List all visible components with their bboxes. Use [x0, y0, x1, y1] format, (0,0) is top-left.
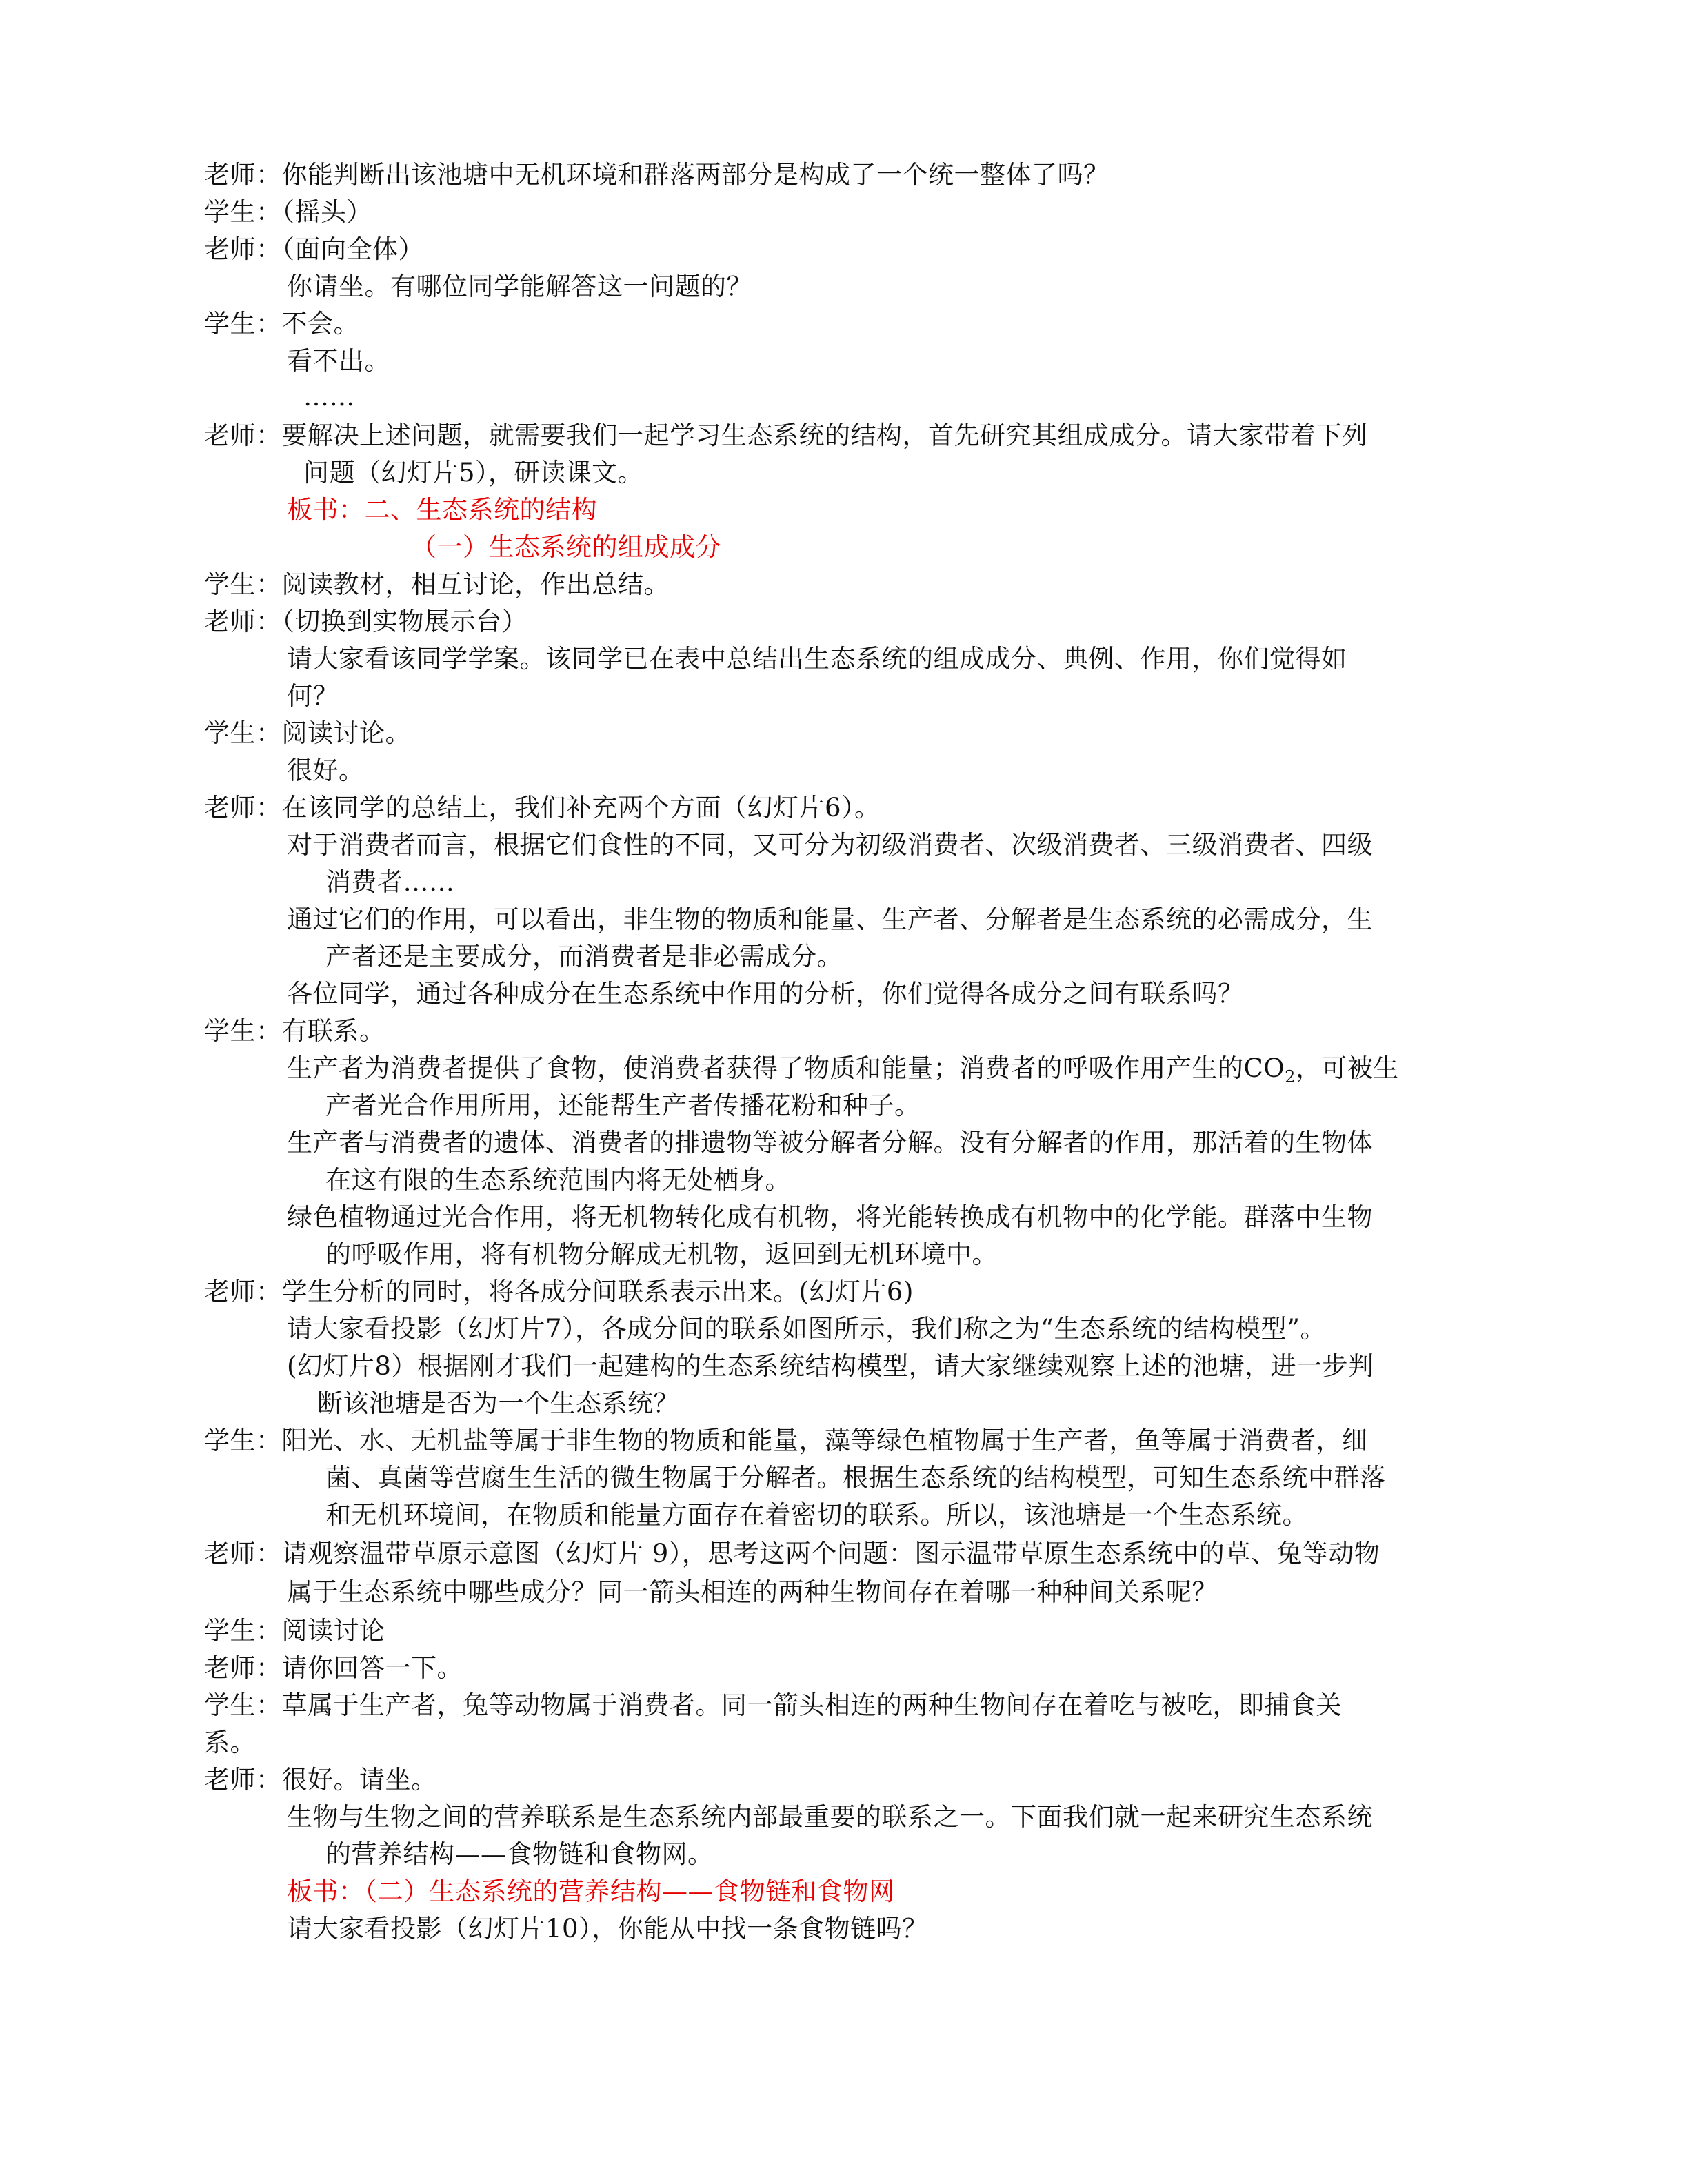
teacher-wrap-line: 何？ [287, 681, 339, 711]
student-line: 学生：草属于生产者，兔等动物属于消费者。同一箭头相连的两种生物间存在着吃与被吃，即捕食关 [204, 1690, 1342, 1720]
teacher-line: 老师：要解决上述问题，就需要我们一起学习生态系统的结构，首先研究其组成成分。请大家带着下列 [204, 421, 1368, 450]
teacher-wrap-line: 的营养结构——食物链和食物网。 [325, 1839, 714, 1869]
student-continuation-line: 绿色植物通过光合作用，将无机物转化成有机物，将光能转换成有机物中的化学能。群落中生物 [287, 1202, 1373, 1232]
teacher-continuation-line: 请大家看投影（幻灯片10），你能从中找一条食物链吗？ [287, 1914, 928, 1943]
student-continuation-line: 看不出。 [287, 346, 390, 376]
teacher-continuation-line: 请大家看该同学学案。该同学已在表中总结出生态系统的组成成分、典例、作用，你们觉得如 [287, 644, 1347, 674]
student-continuation-line: 生产者与消费者的遗体、消费者的排遗物等被分解者分解。没有分解者的作用，那活着的生物体 [287, 1128, 1373, 1157]
teacher-continuation-line: 各位同学，通过各种成分在生态系统中作用的分析，你们觉得各成分之间有联系吗？ [287, 979, 1244, 1009]
teacher-question-line: 老师：你能判断出该池塘中无机环境和群落两部分是构成了一个统一整体了吗？ [204, 160, 1109, 190]
student-line: 学生：阅读教材，相互讨论，作出总结。 [204, 569, 670, 599]
teacher-continuation-line: 请大家看投影（幻灯片7），各成分间的联系如图所示，我们称之为“生态系统的结构模型”。 [287, 1314, 1326, 1344]
teacher-continuation-line: 通过它们的作用，可以看出，非生物的物质和能量、生产者、分解者是生态系统的必需成分，生 [287, 904, 1373, 934]
student-wrap-line: 的呼吸作用，将有机物分解成无机物，返回到无机环境中。 [325, 1240, 998, 1269]
board-subheading: （一）生态系统的组成成分 [411, 532, 721, 562]
student-wrap-line: 产者光合作用所用，还能帮生产者传播花粉和种子。 [325, 1091, 921, 1120]
teacher-wrap-line: 产者还是主要成分，而消费者是非必需成分。 [325, 942, 843, 971]
student-wrap-line: 和无机环境间，在物质和能量方面存在着密切的联系。所以，该池塘是一个生态系统。 [325, 1500, 1308, 1530]
teacher-continuation-line: (幻灯片8）根据刚才我们一起建构的生态系统结构模型，请大家继续观察上述的池塘，进一步判 [287, 1351, 1374, 1381]
teacher-wrap-line: 断该池塘是否为一个生态系统？ [317, 1388, 679, 1418]
subscript-two: 2 [1285, 1067, 1296, 1086]
student-wrap-line: 菌、真菌等营腐生生活的微生物属于分解者。根据生态系统的结构模型，可知生态系统中群落 [325, 1463, 1386, 1493]
teacher-line: 老师：学生分析的同时，将各成分间联系表示出来。(幻灯片6) [204, 1277, 914, 1306]
teacher-line: 老师：在该同学的总结上，我们补充两个方面（幻灯片6）。 [204, 793, 881, 822]
board-heading: 板书：二、生态系统的结构 [287, 495, 597, 525]
teacher-line: 老师：请观察温带草原示意图（幻灯片 9），思考这两个问题：图示温带草原生态系统中的草、兔等动物 [204, 1539, 1380, 1568]
teacher-wrap-line: 消费者…… [325, 867, 455, 897]
teacher-wrap-line: 属于生态系统中哪些成分？同一箭头相连的两种生物间存在着哪一种种间关系呢？ [287, 1577, 1218, 1607]
teacher-continuation-line: 你请坐。有哪位同学能解答这一问题的？ [287, 272, 752, 301]
ellipsis-line: …… [303, 382, 355, 412]
student-reply-line: 学生：不会。 [204, 309, 359, 338]
co2-after-text: ，可被生 [1295, 1053, 1399, 1083]
teacher-line: 老师：很好。请坐。 [204, 1765, 437, 1794]
teacher-line: 老师：请你回答一下。 [204, 1653, 463, 1683]
student-continuation-line: 很好。 [287, 756, 365, 785]
student-wrap-line: 系。 [204, 1728, 256, 1757]
student-wrap-line: 在这有限的生态系统范围内将无处栖身。 [325, 1165, 791, 1195]
teacher-wrap-line: 问题（幻灯片5），研读课文。 [303, 458, 644, 487]
student-reply-line: 学生：（摇头） [204, 197, 372, 227]
teacher-continuation-line: 生物与生物之间的营养联系是生态系统内部最重要的联系之一。下面我们就一起来研究生态系统 [287, 1802, 1373, 1832]
student-line: 学生：阅读讨论。 [204, 718, 411, 748]
board-heading: 板书：（二）生态系统的营养结构——食物链和食物网 [287, 1877, 895, 1906]
student-line: 学生：有联系。 [204, 1016, 385, 1046]
teacher-line: 老师：（面向全体） [204, 234, 424, 264]
student-line: 学生：阅读讨论 [204, 1616, 385, 1646]
student-line: 学生：阳光、水、无机盐等属于非生物的物质和能量，藻等绿色植物属于生产者，鱼等属于消费者，细 [204, 1426, 1368, 1455]
teacher-continuation-line: 对于消费者而言，根据它们食性的不同，又可分为初级消费者、次级消费者、三级消费者、四级 [287, 830, 1373, 860]
teacher-line: 老师：（切换到实物展示台） [204, 607, 528, 636]
co2-text: 生产者为消费者提供了食物，使消费者获得了物质和能量；消费者的呼吸作用产生的CO [287, 1053, 1285, 1083]
